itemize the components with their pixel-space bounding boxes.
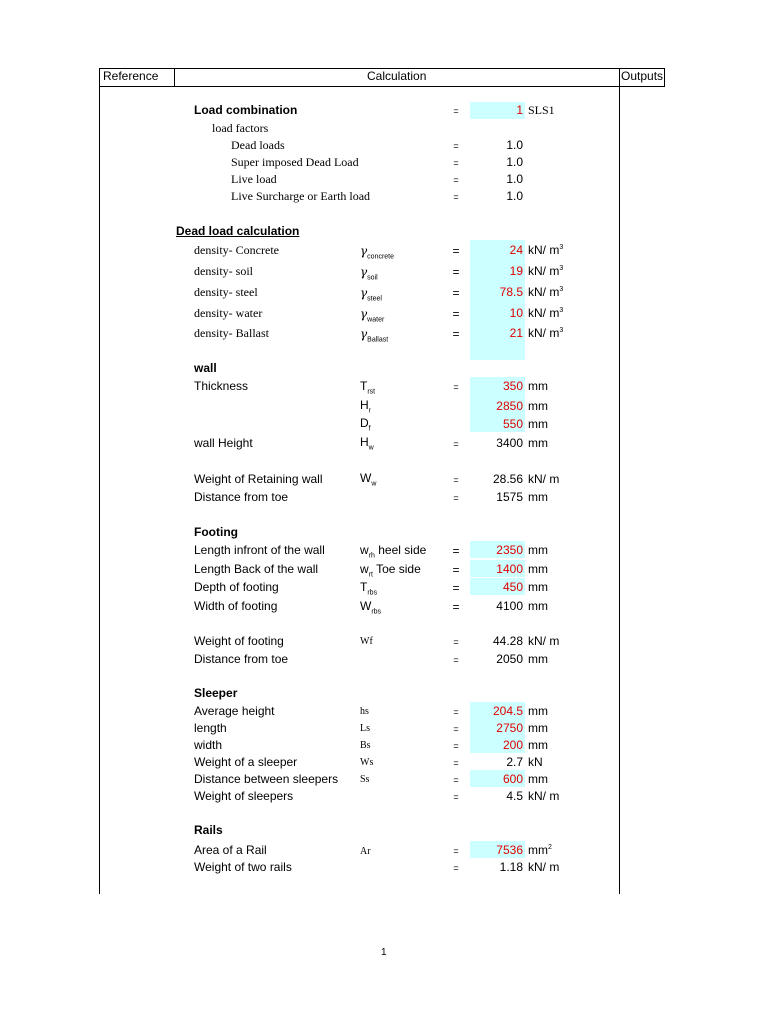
wall-weight-value: 28.56 — [492, 472, 523, 486]
density-name: density- Ballast — [194, 326, 269, 340]
sleeper-row-symbol: Ls — [360, 723, 370, 734]
footing-front-value: 2350 — [496, 543, 523, 557]
factor-name: Super imposed Dead Load — [231, 155, 359, 169]
sleeper-row-value: 2750 — [496, 721, 523, 735]
equals-sign: = — [453, 106, 459, 116]
density-value: 19 — [509, 264, 523, 278]
dead-load-title: Dead load calculation — [176, 224, 300, 238]
footing-depth-value: 450 — [502, 580, 523, 594]
density-unit: kN/ $m^3$ — [528, 285, 564, 299]
load-combination-label: SLS1 — [528, 103, 555, 117]
wall-df-symbol: $D_f$ — [360, 416, 371, 433]
rail-area-symbol: Ar — [360, 846, 371, 857]
equals-sign: = — [452, 581, 460, 595]
sleeper-row-symbol: hs — [360, 706, 369, 717]
sleeper-row-value: 4.5 — [506, 789, 523, 803]
density-unit: kN/ $m^3$ — [528, 326, 564, 340]
sleeper-row-unit: kN — [528, 755, 543, 769]
equals-sign: = — [453, 192, 459, 202]
wall-df-unit: mm — [528, 417, 548, 431]
footing-weight-name: Weight of footing — [194, 634, 284, 648]
rail-weight-value: 1.18 — [499, 860, 523, 874]
wall-weight-unit: kN/ m — [528, 472, 560, 486]
equals-sign: = — [453, 439, 459, 449]
equals-sign: = — [453, 707, 459, 717]
footing-front-name: Length infront of the wall — [194, 543, 325, 557]
density-name: density- steel — [194, 285, 258, 299]
rail-weight-unit: kN/ m — [528, 860, 560, 874]
sleeper-row-unit: mm — [528, 704, 548, 718]
sleeper-row-value: 200 — [502, 738, 523, 752]
factor-name: Dead loads — [231, 138, 285, 152]
footing-back-name: Length Back of the wall — [194, 562, 319, 576]
wall-height-name: wall Height — [194, 436, 253, 450]
density-value: 24 — [509, 243, 523, 257]
density-symbol: $\gamma_{concrete}$ — [360, 244, 395, 261]
rail-area-name: Area of a Rail — [194, 843, 267, 857]
reference-divider — [174, 68, 175, 87]
sleeper-row-name: Average height — [194, 704, 275, 718]
equals-sign: = — [453, 493, 459, 503]
equals-sign: = — [452, 600, 460, 614]
sleeper-row-symbol: Ss — [360, 774, 370, 785]
density-name: density- water — [194, 306, 263, 320]
wall-thickness-name: Thickness — [194, 379, 249, 393]
equals-sign: = — [453, 724, 459, 734]
footing-depth-unit: mm — [528, 580, 548, 594]
density-name: density- soil — [194, 264, 253, 278]
sleeper-row-value: 2.7 — [506, 755, 523, 769]
equals-sign: = — [453, 175, 459, 185]
sleeper-row-name: Weight of a sleeper — [194, 755, 298, 769]
wall-hr-unit: mm — [528, 399, 548, 413]
density-symbol: $\gamma_{soil}$ — [360, 265, 378, 282]
footing-back-unit: mm — [528, 562, 548, 576]
density-name: density- Concrete — [194, 243, 279, 257]
rail-area-unit: $mm^2$ — [528, 843, 552, 857]
density-symbol: $\gamma_{steel}$ — [360, 286, 382, 303]
sleeper-title: Sleeper — [194, 686, 238, 700]
footing-width-name: Width of footing — [194, 599, 278, 613]
footing-weight-symbol: Wf — [360, 636, 373, 647]
outputs-header: Outputs — [621, 69, 664, 83]
equals-sign: = — [453, 637, 459, 647]
sleeper-row-value: 204.5 — [492, 704, 523, 718]
footing-depth-symbol: $T_{rbs}$ — [360, 580, 378, 597]
density-value: 21 — [509, 326, 523, 340]
footing-back-symbol: $w_{rt}$ Toe side — [360, 562, 421, 579]
table-left-border — [99, 68, 100, 894]
equals-sign: = — [453, 475, 459, 485]
wall-height-unit: mm — [528, 436, 548, 450]
footing-distance-value: 2050 — [496, 652, 523, 666]
footing-width-unit: mm — [528, 599, 548, 613]
sleeper-row-name: Weight of sleepers — [194, 789, 294, 803]
footing-width-value: 4100 — [496, 599, 523, 613]
table-right-border — [664, 68, 665, 87]
equals-sign: = — [452, 544, 460, 558]
sleeper-row-name: width — [194, 738, 223, 752]
wall-df-value: 550 — [502, 417, 523, 431]
wall-height-value: 3400 — [496, 436, 523, 450]
wall-hr-value: 2850 — [496, 399, 523, 413]
sleeper-row-unit: kN/ m — [528, 789, 560, 803]
wall-weight-name: Weight of Retaining wall — [194, 472, 323, 486]
factor-value: 1.0 — [506, 155, 523, 169]
density-unit: kN/ $m^3$ — [528, 306, 564, 320]
equals-sign: = — [452, 286, 460, 300]
density-value: 10 — [509, 306, 523, 320]
sleeper-row-unit: mm — [528, 772, 548, 786]
sleeper-row-value: 600 — [502, 772, 523, 786]
input-cell-densities[interactable] — [470, 240, 525, 360]
wall-height-symbol: $H_w$ — [360, 435, 374, 452]
wall-weight-symbol: $W_w$ — [360, 471, 377, 488]
equals-sign: = — [453, 741, 459, 751]
page-number: 1 — [381, 947, 387, 958]
wall-thickness-symbol: $T_{rst}$ — [360, 379, 376, 396]
reference-header: Reference — [103, 69, 159, 83]
calculation-header: Calculation — [367, 69, 427, 83]
rail-area-value: 7536 — [496, 843, 523, 857]
density-symbol: $\gamma_{water}$ — [360, 307, 385, 324]
sleeper-row-unit: mm — [528, 721, 548, 735]
wall-thickness-unit: mm — [528, 379, 548, 393]
equals-sign: = — [453, 141, 459, 151]
factor-name: Live load — [231, 172, 277, 186]
factor-value: 1.0 — [506, 172, 523, 186]
footing-width-symbol: $W_{rbs}$ — [360, 599, 382, 616]
density-unit: kN/ $m^3$ — [528, 264, 564, 278]
footing-front-symbol: $w_{rh}$ heel side — [360, 543, 427, 560]
density-unit: kN/ $m^3$ — [528, 243, 564, 257]
wall-thickness-value: 350 — [502, 379, 523, 393]
load-factors-title: load factors — [212, 121, 269, 135]
equals-sign: = — [453, 758, 459, 768]
equals-sign: = — [452, 327, 460, 341]
header-bottom-border — [99, 86, 665, 87]
equals-sign: = — [452, 265, 460, 279]
density-value: 78.5 — [499, 285, 523, 299]
equals-sign: = — [453, 863, 459, 873]
equals-sign: = — [453, 792, 459, 802]
footing-weight-value: 44.28 — [492, 634, 523, 648]
wall-hr-symbol: $H_r$ — [360, 398, 372, 415]
factor-value: 1.0 — [506, 189, 523, 203]
footing-front-unit: mm — [528, 543, 548, 557]
wall-title: wall — [194, 361, 217, 375]
factor-name: Live Surcharge or Earth load — [231, 189, 371, 203]
equals-sign: = — [453, 775, 459, 785]
outputs-divider — [619, 68, 620, 894]
footing-weight-unit: kN/ m — [528, 634, 560, 648]
equals-sign: = — [453, 846, 459, 856]
factor-value: 1.0 — [506, 138, 523, 152]
footing-distance-name: Distance from toe — [194, 652, 289, 666]
density-symbol: $\gamma_{Ballast}$ — [360, 327, 389, 344]
wall-distance-unit: mm — [528, 490, 548, 504]
footing-title: Footing — [194, 525, 238, 539]
equals-sign: = — [452, 244, 460, 258]
equals-sign: = — [453, 382, 459, 392]
load-combination-title: Load combination — [194, 103, 298, 117]
sleeper-row-symbol: Ws — [360, 757, 374, 768]
equals-sign: = — [453, 655, 459, 665]
sleeper-row-name: length — [194, 721, 227, 735]
equals-sign: = — [452, 307, 460, 321]
sleeper-row-unit: mm — [528, 738, 548, 752]
wall-distance-name: Distance from toe — [194, 490, 289, 504]
equals-sign: = — [452, 563, 460, 577]
rail-weight-name: Weight of two rails — [194, 860, 292, 874]
sleeper-row-name: Distance between sleepers — [194, 772, 339, 786]
load-combination-value: 1 — [516, 103, 523, 117]
sleeper-row-symbol: Bs — [360, 740, 371, 751]
rails-title: Rails — [194, 823, 223, 837]
equals-sign: = — [453, 158, 459, 168]
wall-distance-value: 1575 — [496, 490, 523, 504]
footing-back-value: 1400 — [496, 562, 523, 576]
footing-depth-name: Depth of footing — [194, 580, 279, 594]
footing-distance-unit: mm — [528, 652, 548, 666]
